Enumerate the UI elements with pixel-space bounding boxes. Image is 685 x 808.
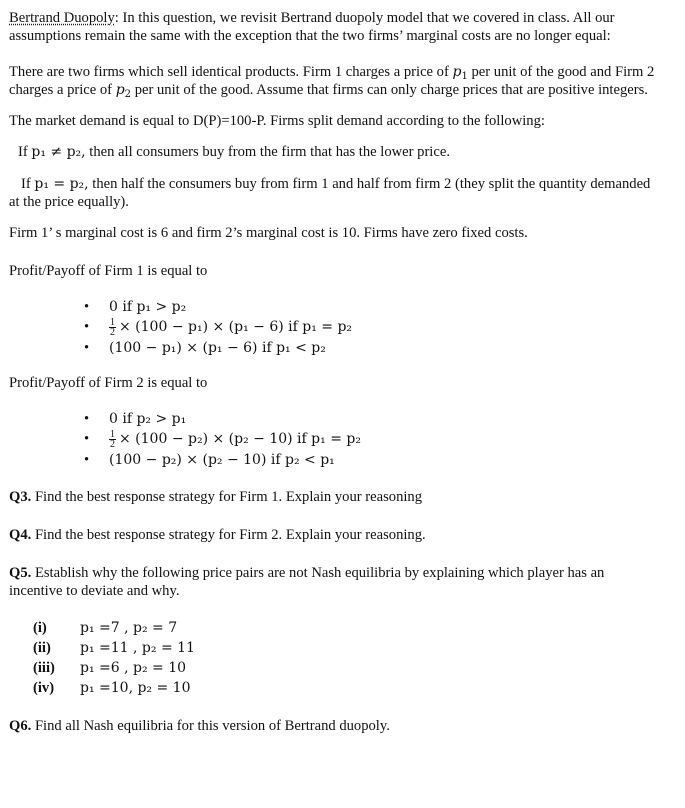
firm1-profit-heading: Profit/Payoff of Firm 1 is equal to bbox=[9, 263, 208, 279]
firm1-case-equal-price: • $\frac{1}{2}$ × (100 − p₁) × (p₁ − 6) if p₁ = p₂ bbox=[84, 317, 353, 339]
intro-text: : In this question, we revisit Bertrand duopoly model that we covered in class. All our assumptions remain the same with the exception that the two firms’ marginal costs are no longer equal: bbox=[9, 10, 615, 44]
document-body bbox=[9, 9, 657, 735]
price-pair-item: (i) p₁ =7 , p₂ = 7 bbox=[33, 620, 178, 637]
firm2-profit-heading: Profit/Payoff of Firm 2 is equal to bbox=[9, 375, 208, 392]
firm2-case-higher-price: • 0 if p₂ > p₁ bbox=[84, 411, 187, 428]
price-pair-item: (ii) p₁ =11 , p₂ = 11 bbox=[33, 640, 195, 657]
intro-paragraph bbox=[9, 9, 657, 45]
firm2-profit-cases bbox=[9, 410, 657, 469]
price-pair-item: (iv) p₁ =10, p₂ = 10 bbox=[33, 680, 191, 697]
price-p1: $p_1$ bbox=[452, 64, 468, 82]
rule-equal-prices: If p₁ = p₂, then half the consumers buy from firm 1 and half from firm 2 (they split the quantity demanded at the price equally). bbox=[9, 176, 651, 210]
firm1-case-lower-price: • (100 − p₁) × (p₁ − 6) if p₁ < p₂ bbox=[84, 340, 326, 357]
firm1-case-higher-price: • 0 if p₁ > p₂ bbox=[84, 299, 187, 315]
firm2-case-equal-price: • $\frac{1}{2}$ × (100 − p₂) × (p₂ − 10) if p₁ = p₂ bbox=[84, 429, 361, 451]
setup-text-1: There are two firms which sell identical products. Firm 1 charges a price of bbox=[9, 64, 449, 80]
one-half-fraction: $\frac{1}{2}$ bbox=[110, 429, 115, 451]
question-6: Q6. Find all Nash equilibria for this version of Bertrand duopoly. bbox=[9, 718, 390, 735]
rule-unequal-prices: If p₁ ≠ p₂, then all consumers buy from the firm that has the lower price. bbox=[18, 144, 450, 160]
setup-text-3: per unit of the good. Assume that firms can only charge prices that are positive integers. bbox=[134, 82, 648, 98]
price-pair-item: (iii) p₁ =6 , p₂ = 10 bbox=[33, 660, 187, 677]
question-5-price-pairs bbox=[9, 619, 657, 697]
setup-paragraph bbox=[9, 63, 657, 99]
costs-paragraph: Firm 1’ s marginal cost is 6 and firm 2’s marginal cost is 10. Firms have zero fixed costs. bbox=[9, 225, 528, 241]
one-half-fraction: $\frac{1}{2}$ bbox=[110, 317, 115, 339]
firm2-case-lower-price: • (100 − p₂) × (p₂ − 10) if p₂ < p₁ bbox=[84, 452, 335, 469]
firm1-profit-cases bbox=[9, 298, 657, 357]
question-4: Q4. Find the best response strategy for Firm 2. Explain your reasoning. bbox=[9, 527, 426, 544]
intro-title: Bertrand Duopoly bbox=[9, 10, 115, 26]
question-5: Q5. Establish why the following price pairs are not Nash equilibria by explaining which player has an incentive to deviate and why. bbox=[9, 565, 605, 600]
price-p2: $p_2$ bbox=[115, 82, 132, 100]
demand-paragraph: The market demand is equal to D(P)=100-P. Firms split demand according to the following: bbox=[9, 113, 545, 129]
setup-text-2: per unit of the good and Firm 2 charges a price of bbox=[9, 64, 655, 98]
question-3: Q3. Find the best response strategy for Firm 1. Explain your reasoning bbox=[9, 489, 423, 506]
